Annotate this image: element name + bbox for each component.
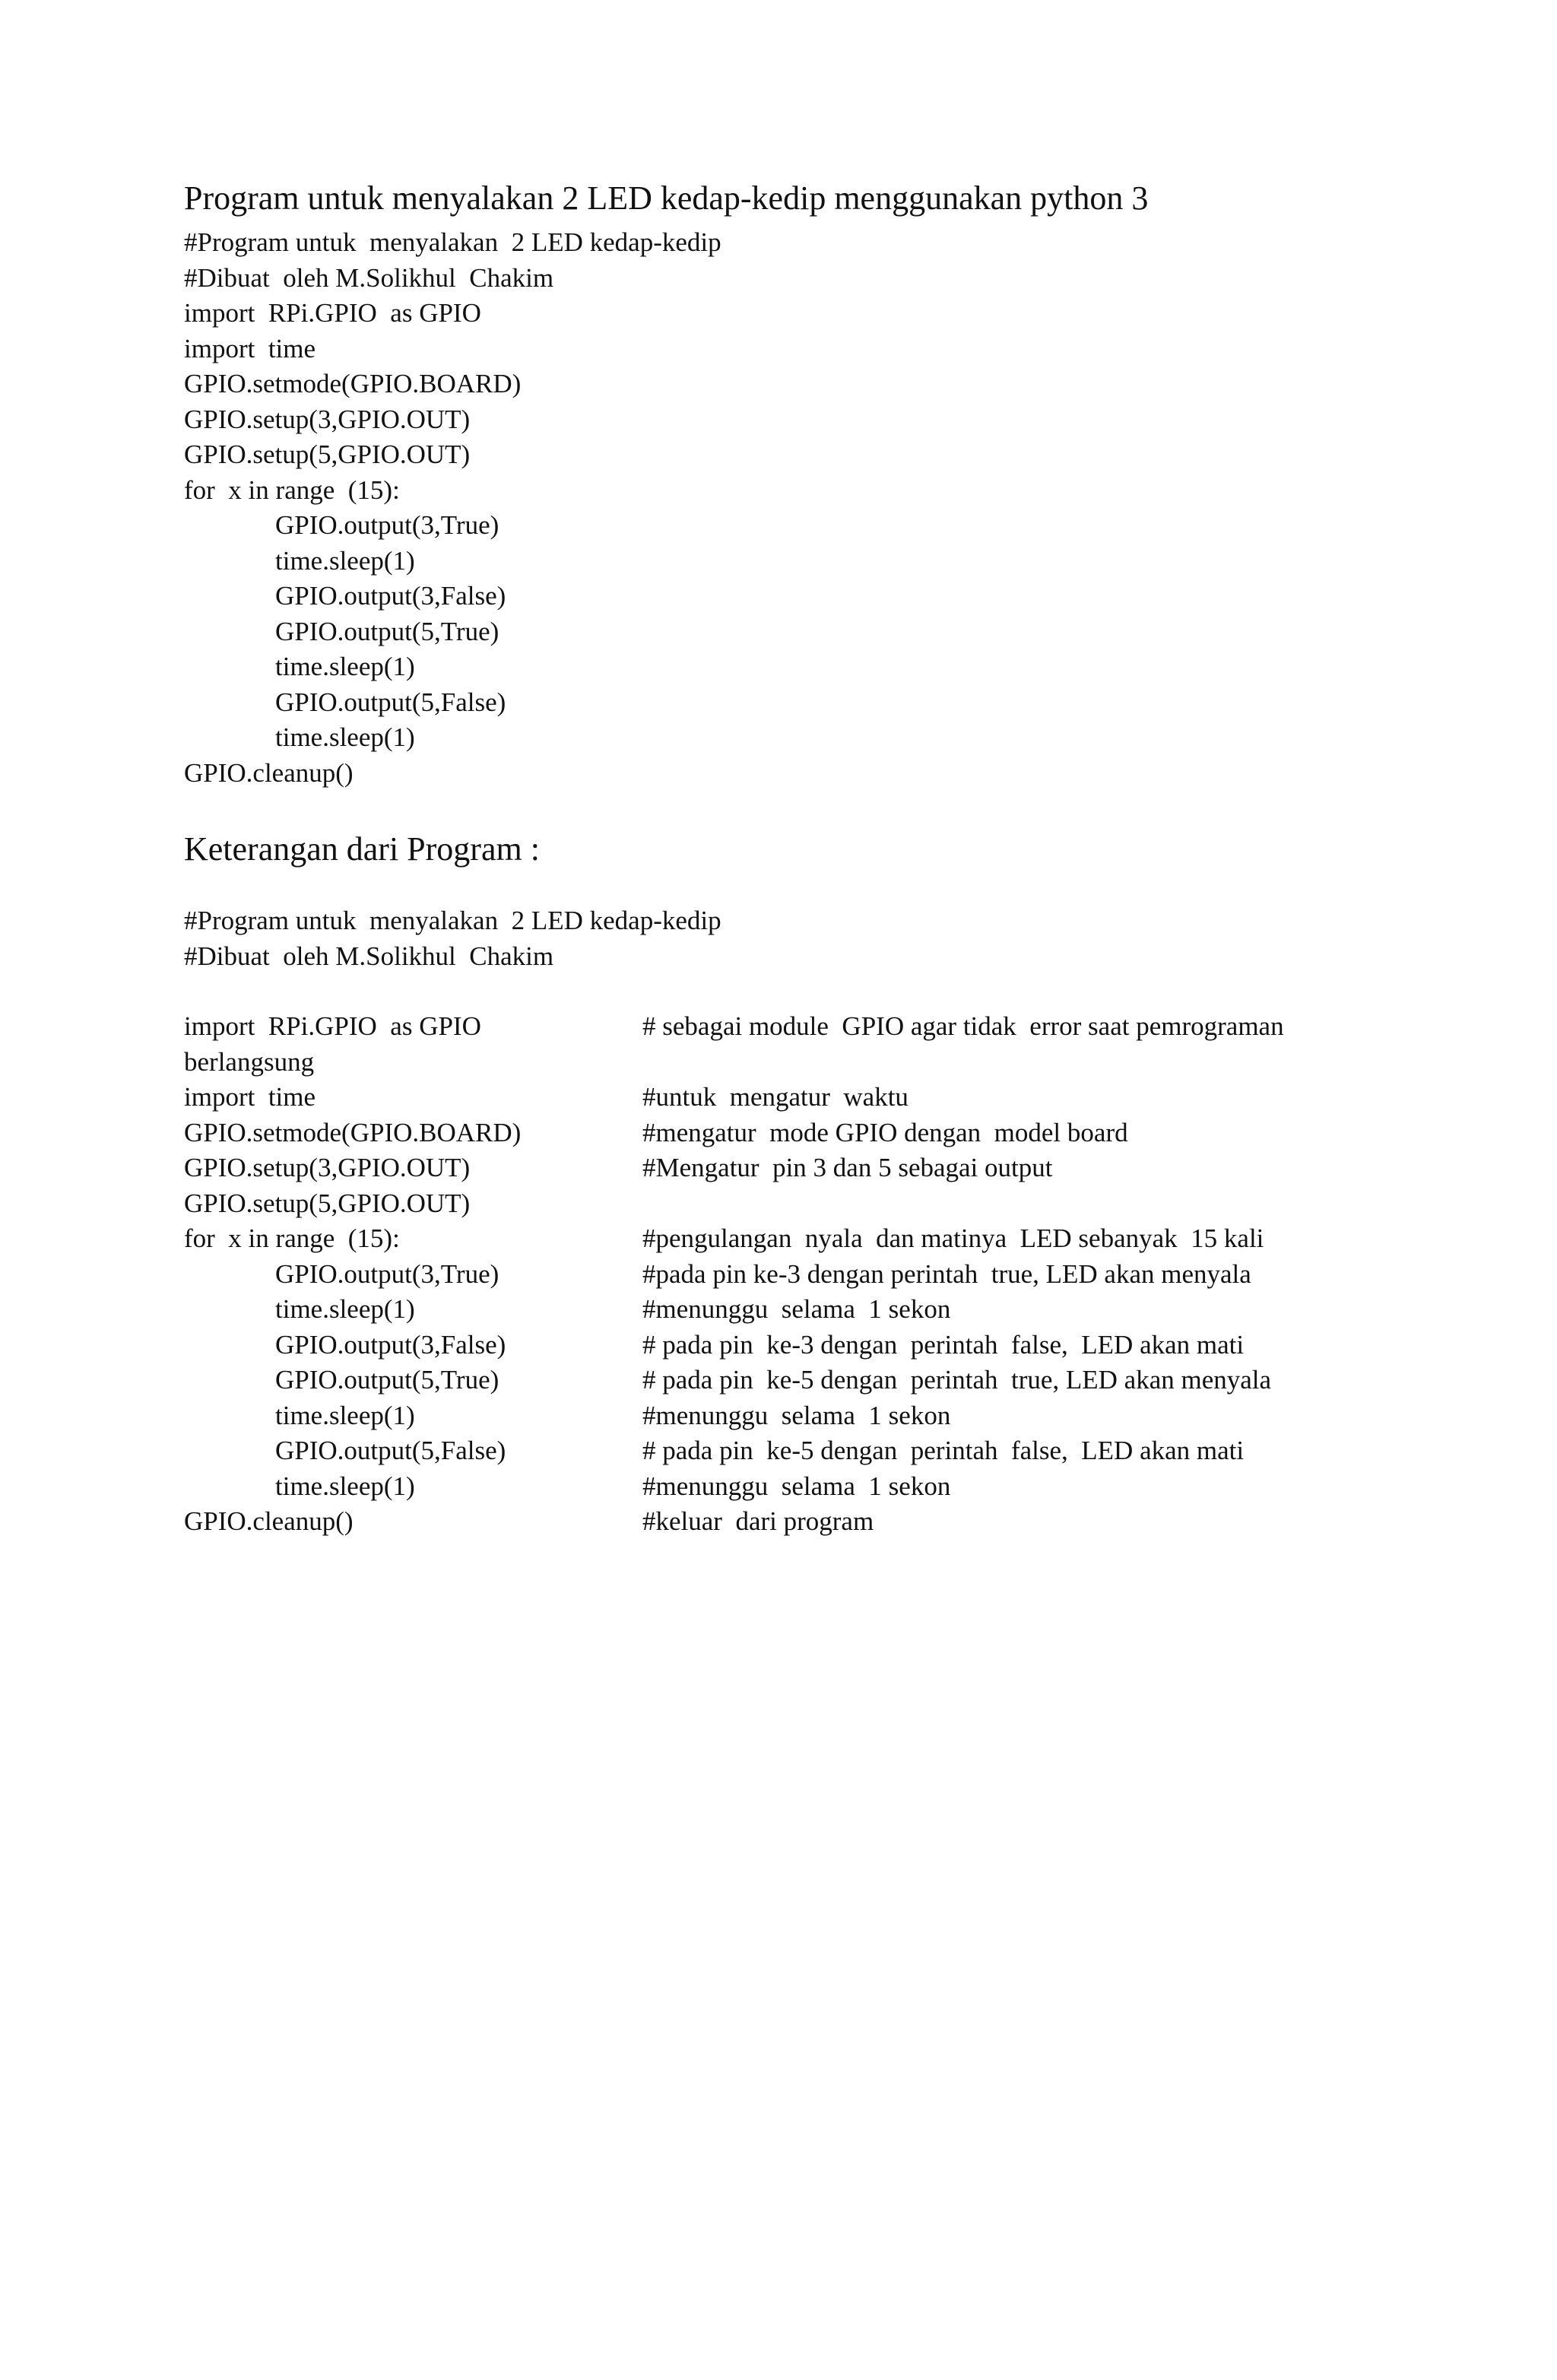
code-line: GPIO.output(3,False) (275, 581, 506, 611)
explanation-table (184, 1009, 1385, 1540)
code-line: GPIO.setup(3,GPIO.OUT) (184, 404, 471, 434)
comment-text: #menunggu selama 1 sekon (642, 1471, 951, 1501)
code-line: GPIO.setmode(GPIO.BOARD) (184, 369, 522, 398)
comment-text: #menunggu selama 1 sekon (642, 1400, 951, 1430)
explanation-header (184, 903, 1385, 974)
explanation-row (184, 1009, 1385, 1045)
explanation-row (184, 1328, 1385, 1363)
explanation-row (184, 1045, 1385, 1081)
program-listing (184, 225, 1385, 791)
comment-text: # pada pin ke-5 dengan perintah true, LED akan menyala (642, 1365, 1272, 1395)
code-text: time.sleep(1) (275, 1471, 415, 1501)
code-text: GPIO.setup(5,GPIO.OUT) (184, 1188, 471, 1218)
document-page (184, 176, 1385, 1540)
code-text: GPIO.setmode(GPIO.BOARD) (184, 1117, 522, 1147)
document-title: Program untuk menyalakan 2 LED kedap-kedip menggunakan python 3 (184, 179, 1149, 217)
header-line: #Dibuat oleh M.Solikhul Chakim (184, 941, 554, 971)
code-text: time.sleep(1) (275, 1400, 415, 1430)
code-text: GPIO.output(5,True) (275, 1365, 499, 1395)
explanation-row (184, 1115, 1385, 1151)
code-line: import RPi.GPIO as GPIO (184, 298, 481, 328)
comment-text: # pada pin ke-3 dengan perintah false, LED akan mati (642, 1329, 1245, 1360)
code-line: time.sleep(1) (275, 722, 415, 752)
explanation-row (184, 1080, 1385, 1115)
code-line: GPIO.cleanup() (184, 757, 354, 788)
explanation-row (184, 1504, 1385, 1540)
spacer (184, 974, 1385, 1009)
comment-text: # pada pin ke-5 dengan perintah false, LED akan mati (642, 1436, 1245, 1465)
comment-text: #untuk mengatur waktu (642, 1082, 909, 1112)
code-line: #Program untuk menyalakan 2 LED kedap-kedip (184, 227, 721, 257)
comment-text: # sebagai module GPIO agar tidak error saat pemrograman (642, 1011, 1284, 1041)
code-text: GPIO.setup(3,GPIO.OUT) (184, 1153, 471, 1182)
comment-text: #pengulangan nyala dan matinya LED sebanyak 15 kali (642, 1223, 1264, 1253)
code-text: import time (184, 1082, 316, 1112)
explanation-row (184, 1433, 1385, 1469)
explanation-row (184, 1221, 1385, 1257)
section-title: Keterangan dari Program : (184, 830, 540, 868)
code-text: GPIO.output(3,True) (275, 1258, 499, 1289)
comment-text: #Mengatur pin 3 dan 5 sebagai output (642, 1153, 1053, 1182)
code-text: for x in range (15): (184, 1223, 400, 1253)
code-line: time.sleep(1) (275, 545, 415, 576)
explanation-row (184, 1363, 1385, 1398)
code-line: GPIO.output(5,False) (275, 687, 506, 717)
code-line: GPIO.output(3,True) (275, 510, 499, 540)
code-text: GPIO.cleanup() (184, 1506, 354, 1536)
header-line: #Program untuk menyalakan 2 LED kedap-kedip (184, 906, 721, 935)
code-line: for x in range (15): (184, 474, 400, 505)
comment-text: #menunggu selama 1 sekon (642, 1294, 951, 1324)
explanation-row (184, 1469, 1385, 1505)
code-line: time.sleep(1) (275, 652, 415, 681)
explanation-row (184, 1186, 1385, 1222)
code-text: GPIO.output(3,False) (275, 1329, 506, 1360)
code-line: import time (184, 333, 316, 363)
explanation-row (184, 1150, 1385, 1186)
explanation-row (184, 1257, 1385, 1293)
code-text: GPIO.output(5,False) (275, 1436, 506, 1465)
code-text: berlangsung (184, 1046, 315, 1077)
explanation-row (184, 1292, 1385, 1328)
comment-text: #mengatur mode GPIO dengan model board (642, 1117, 1128, 1147)
comment-text: #keluar dari program (642, 1506, 874, 1536)
code-line: GPIO.output(5,True) (275, 616, 499, 646)
comment-text: #pada pin ke-3 dengan perintah true, LED akan menyala (642, 1258, 1251, 1289)
explanation-row (184, 1398, 1385, 1434)
code-text: import RPi.GPIO as GPIO (184, 1011, 481, 1041)
code-line: #Dibuat oleh M.Solikhul Chakim (184, 262, 554, 293)
code-line: GPIO.setup(5,GPIO.OUT) (184, 440, 471, 469)
code-text: time.sleep(1) (275, 1294, 415, 1324)
